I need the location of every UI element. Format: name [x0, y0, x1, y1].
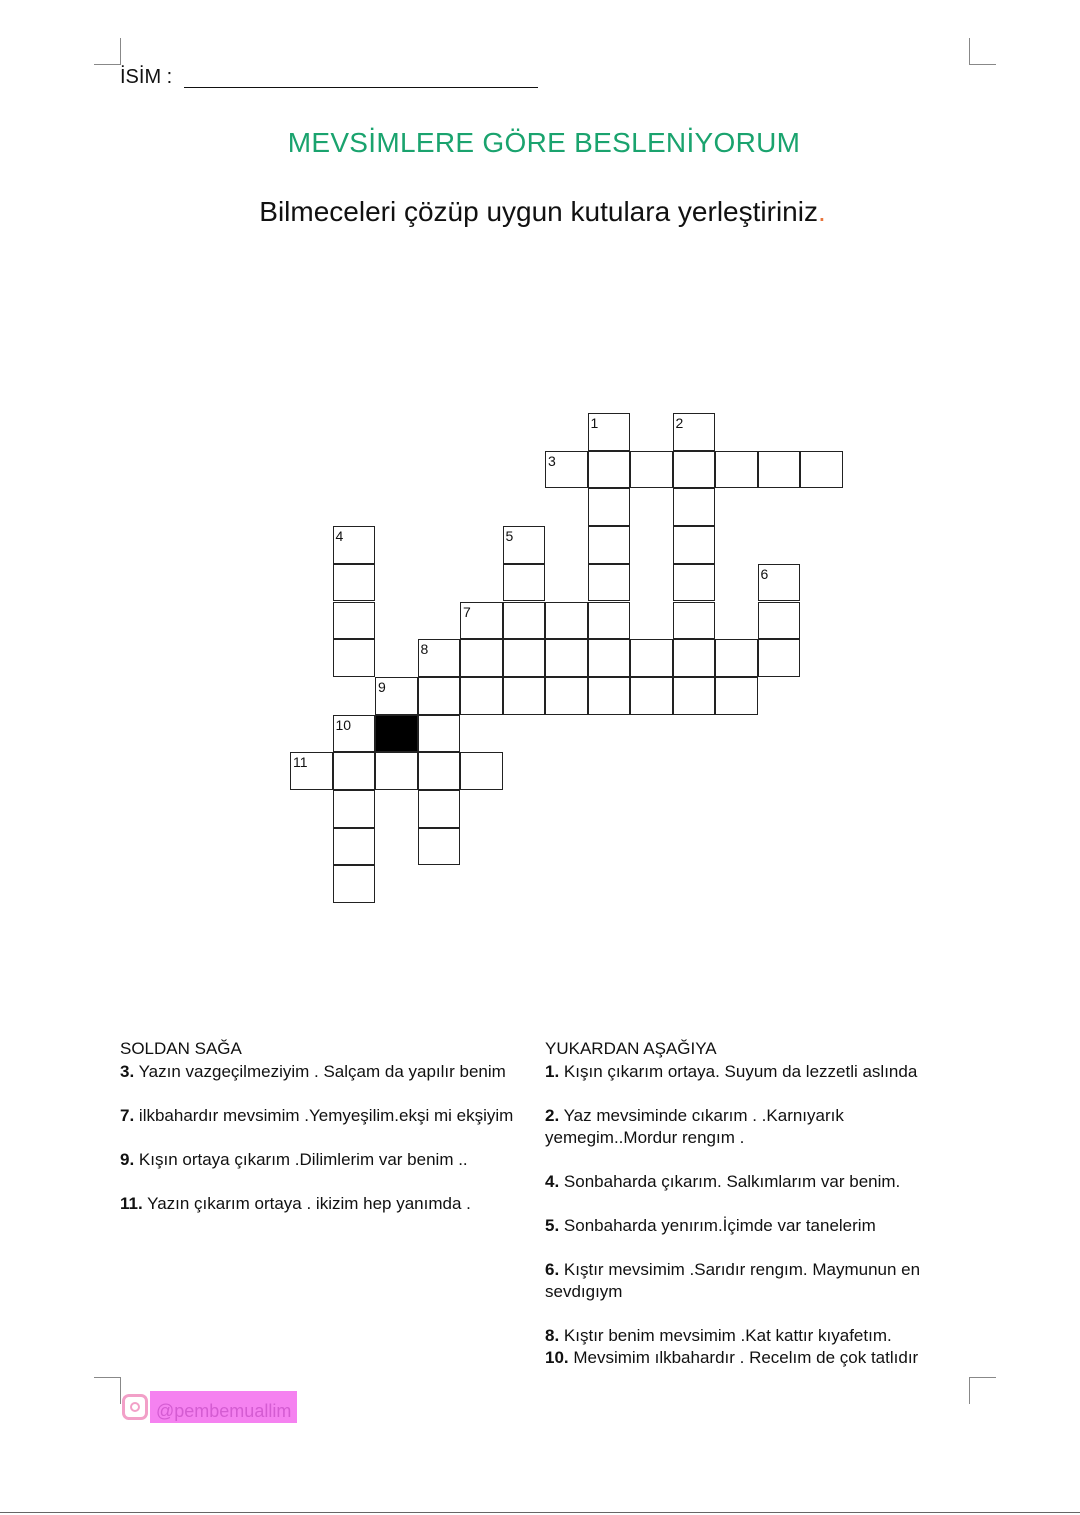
crossword-cell[interactable]: [418, 790, 461, 828]
crossword-cell[interactable]: [333, 564, 376, 602]
crossword-cell[interactable]: [673, 413, 716, 451]
clue-number: 7.: [120, 1106, 135, 1125]
crossword-cell[interactable]: [460, 677, 503, 715]
crossword-cell[interactable]: [545, 602, 588, 640]
instruction-period: .: [817, 196, 826, 227]
crossword-cell[interactable]: [545, 639, 588, 677]
clue-number: 10.: [545, 1348, 569, 1367]
crossword-cell[interactable]: [375, 677, 418, 715]
crossword-cell[interactable]: [673, 639, 716, 677]
clue-down-4: [545, 1171, 975, 1193]
crossword-cell[interactable]: [333, 752, 376, 790]
clue-text: Mevsimim ılkbahardır . Recelım de çok tatlıdır: [573, 1348, 919, 1367]
crossword-cell[interactable]: [333, 639, 376, 677]
crossword-cell[interactable]: [588, 451, 631, 489]
crossword-cell[interactable]: [715, 677, 758, 715]
crossword-cell[interactable]: [503, 677, 546, 715]
crossword-cell-number: 10: [335, 716, 352, 733]
name-input-line[interactable]: [184, 87, 538, 88]
clue-number: 2.: [545, 1106, 560, 1125]
crossword-cell[interactable]: [333, 526, 376, 564]
crossword-cell-number: 7: [463, 603, 471, 620]
clue-down-5: [545, 1215, 975, 1237]
crossword-cell[interactable]: [460, 639, 503, 677]
clue-text: Kışın ortaya çıkarım .Dilimlerim var benim ..: [138, 1150, 468, 1169]
crossword-cell[interactable]: [673, 451, 716, 489]
crossword-cell[interactable]: [673, 564, 716, 602]
crossword-cell[interactable]: [545, 677, 588, 715]
crossword-cell[interactable]: [418, 752, 461, 790]
clue-text: Kışın çıkarım ortaya. Suyum da lezzetli aslında: [563, 1062, 918, 1081]
clue-number: 5.: [545, 1216, 560, 1235]
crossword-cell[interactable]: [715, 639, 758, 677]
crossword-cell-number: 3: [548, 452, 556, 469]
crossword-cell[interactable]: [460, 602, 503, 640]
clue-across-7: [120, 1105, 520, 1127]
corner-mark-top-left: [94, 38, 121, 65]
crossword-cell-blocked: [375, 715, 418, 753]
crossword-cell[interactable]: [290, 752, 333, 790]
instruction-main: Bilmeceleri çözüp uygun kutulara yerleştiriniz: [259, 196, 818, 227]
crossword-cell[interactable]: [673, 488, 716, 526]
crossword-cell[interactable]: [673, 602, 716, 640]
clue-text: Yazın çıkarım ortaya . ikizim hep yanımda .: [147, 1194, 471, 1213]
clue-across-11: [120, 1193, 520, 1215]
corner-mark-bottom-left: [94, 1377, 121, 1404]
clue-down-8: [545, 1325, 975, 1347]
crossword-cell-number: 2: [675, 415, 684, 431]
crossword-cell-number: 11: [293, 754, 308, 771]
corner-mark-bottom-right: [969, 1377, 996, 1404]
clues-down-column: [545, 1038, 975, 1369]
crossword-cell[interactable]: [673, 677, 716, 715]
crossword-cell[interactable]: [758, 451, 801, 489]
clue-text: Sonbaharda çıkarım. Salkımlarım var benim.: [563, 1172, 901, 1191]
crossword-cell[interactable]: [588, 602, 631, 640]
crossword-cell-number: 5: [505, 528, 514, 545]
crossword-cell-number: 9: [378, 678, 386, 695]
crossword-cell[interactable]: [333, 865, 376, 903]
crossword-cell[interactable]: [800, 451, 843, 489]
crossword-cell[interactable]: [588, 488, 631, 526]
clue-down-2: [545, 1105, 975, 1149]
clue-across-3: [120, 1061, 520, 1083]
clues-across-title: SOLDAN SAĞA: [120, 1039, 242, 1058]
clues-across-column: [120, 1038, 520, 1215]
clue-number: 3.: [120, 1062, 135, 1081]
crossword-cell[interactable]: [503, 602, 546, 640]
crossword-cell[interactable]: [588, 413, 631, 451]
crossword-cell[interactable]: [503, 526, 546, 564]
clue-number: 9.: [120, 1150, 135, 1169]
crossword-cell-number: 1: [590, 415, 599, 431]
clue-number: 8.: [545, 1326, 560, 1345]
crossword-cell[interactable]: [758, 639, 801, 677]
crossword-cell[interactable]: [588, 639, 631, 677]
clue-down-10: [545, 1347, 975, 1369]
instagram-handle: @pembemuallim: [150, 1391, 297, 1423]
crossword-cell[interactable]: [630, 639, 673, 677]
crossword-cell[interactable]: [630, 677, 673, 715]
clue-text: Yazın vazgeçilmeziyim . Salçam da yapılır benim: [138, 1062, 506, 1081]
crossword-cell[interactable]: [758, 602, 801, 640]
crossword-cell[interactable]: [503, 639, 546, 677]
instruction-text: [0, 196, 1080, 228]
crossword-cell-number: 6: [760, 565, 769, 582]
page-bottom-divider: [0, 1512, 1080, 1513]
clue-number: 11.: [120, 1194, 143, 1213]
crossword-cell[interactable]: [333, 602, 376, 640]
crossword-cell[interactable]: [673, 526, 716, 564]
crossword-cell[interactable]: [418, 639, 461, 677]
clue-text: ilkbahardır mevsimim .Yemyeşilim.ekşi mi ekşiyim: [138, 1106, 514, 1125]
worksheet-title: MEVSİMLERE GÖRE BESLENİYORUM: [287, 127, 801, 158]
clue-text: Kıştır mevsimim .Sarıdır rengım. Maymunun en sevdıgıym: [545, 1260, 921, 1301]
clue-number: 4.: [545, 1172, 560, 1191]
crossword-cell-number: 8: [420, 641, 429, 658]
crossword-cell[interactable]: [333, 828, 376, 866]
crossword-cell[interactable]: [418, 715, 461, 753]
crossword-cell[interactable]: [418, 828, 461, 866]
crossword-cell[interactable]: [503, 564, 546, 602]
crossword-cell[interactable]: [588, 564, 631, 602]
clue-number: 6.: [545, 1260, 560, 1279]
clue-across-9: [120, 1149, 520, 1171]
crossword-cell[interactable]: [375, 752, 418, 790]
clue-text: Yaz mevsiminde cıkarım . .Karnıyarık yemegim..Mordur rengım .: [545, 1106, 844, 1147]
crossword-cell-number: 4: [335, 528, 344, 545]
crossword-cell[interactable]: [333, 790, 376, 828]
crossword-cell[interactable]: [333, 715, 376, 753]
crossword-cell[interactable]: [588, 526, 631, 564]
clues-down-title: YUKARDAN AŞAĞIYA: [545, 1039, 717, 1058]
crossword-cell[interactable]: [758, 564, 801, 602]
clue-down-6: [545, 1259, 975, 1303]
crossword-cell[interactable]: [460, 752, 503, 790]
corner-mark-top-right: [969, 38, 996, 65]
crossword-cell[interactable]: [418, 677, 461, 715]
clue-text: Kıştır benim mevsimim .Kat kattır kıyafetım.: [563, 1326, 892, 1345]
crossword-cell[interactable]: [588, 677, 631, 715]
clue-number: 1.: [545, 1062, 560, 1081]
crossword-cell[interactable]: [545, 451, 588, 489]
instagram-icon: [122, 1394, 148, 1420]
clue-text: Sonbaharda yenırım.İçimde var tanelerim: [563, 1216, 876, 1235]
clue-down-1: [545, 1061, 975, 1083]
crossword-cell[interactable]: [630, 451, 673, 489]
crossword-cell[interactable]: [715, 451, 758, 489]
name-label: İSİM :: [120, 66, 173, 88]
